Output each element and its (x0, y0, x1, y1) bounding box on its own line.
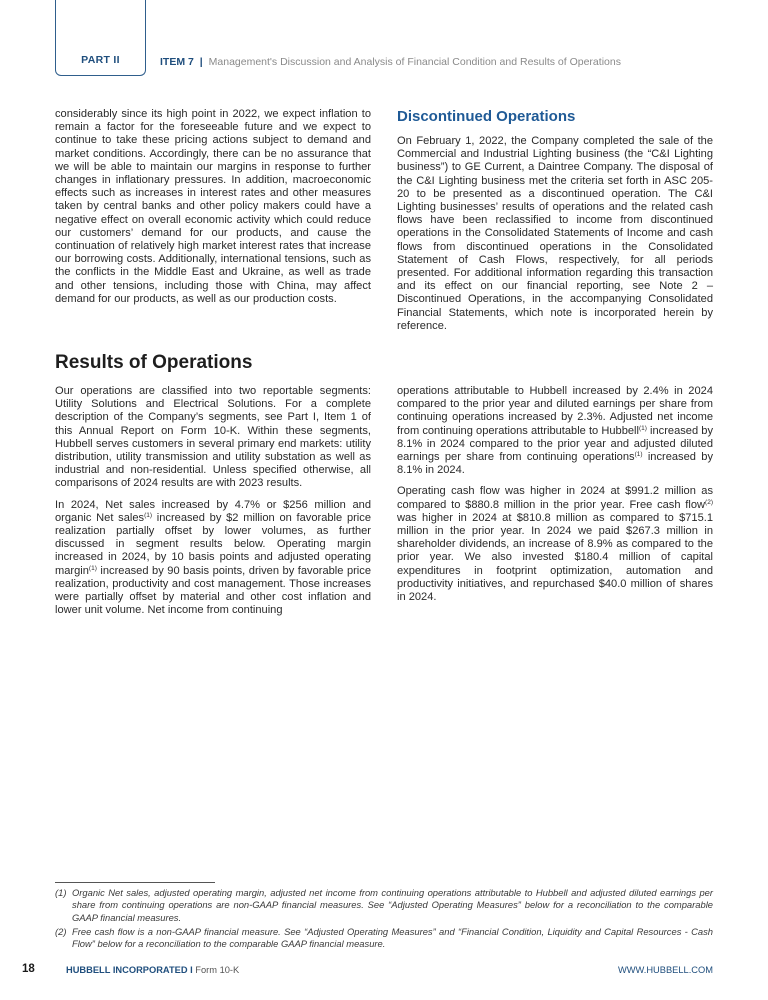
footnote-divider (55, 882, 215, 883)
discontinued-operations-section (397, 108, 713, 341)
inflation-paragraph: considerably since its high point in 2022, we expect inflation to remain a factor for the foreseeable future and we expect to continue to take these pricing actions subject to demand and market conditions. Accordingly, there can be no assurance that we will be able to maintain our margins in response to further changes in inflationary pressures. In addition, macroeconomic effects such as increases in interest rates and other measures taken by central banks and other policy makers could have a negative effect on overall economic activity which could reduce our customers’ demand for our products, and cause the continuation of relatively high market interest rates that increase our borrowing costs. Additionally, international tensions, such as the conflicts in the Middle East and Ukraine, as well as trade and other tensions, including those with China, may affect demand for our products, as well as our production costs. (55, 108, 371, 305)
footnote-ref[interactable]: (1) (634, 451, 643, 459)
footnote-text: Organic Net sales, adjusted operating margin, adjusted net income from continuing operations attributable to Hubbell and adjusted diluted earnings per share from continuing operations are non-GAAP financial measures. See “Adjusted Operating Measures” below for a reconciliation to the comparable GAAP financial measures. (72, 887, 713, 923)
footnotes (55, 887, 713, 952)
footnote-ref[interactable]: (1) (638, 424, 647, 432)
footnote-number: (2) (55, 925, 67, 937)
website-link[interactable]: WWW.HUBBELL.COM (617, 965, 713, 975)
results-paragraph-2a: In 2024, Net sales increased by 4.7% or $256 million and organic Net sales$^{(1)}$ increased by $2 million on favorable price realization partially offset by lower volumes, as further discussed in segment results below. Operating margin increased in 2024, by 10 basis points and adjusted operating margin$^{(1)}$ increased by 90 basis points, driven by favorable price realization, productivity and cost management. Those increases were partially offset by material and other cost inflation and lower unit volume. Net income from continuing (55, 498, 371, 617)
discontinued-operations-heading: Discontinued Operations (397, 108, 576, 125)
discontinued-operations-paragraph: On February 1, 2022, the Company completed the sale of the Commercial and Industrial Lighting business (the “C&I Lighting business”) to GE Current, a Daintree Company. The disposal of the C&I Lighting business met the criteria set forth in ASC 205-20 to be presented as a discontinued operation. The C&I Lighting businesses’ results of operations and the related cash flows have been reclassified to income from discontinued operations in the Consolidated Statements of Income and cash flows from discontinued operations in the Consolidated Statement of Cash Flows, respectively, for all periods presented. For additional information regarding this transaction and its effect on our financial reporting, see Note 2 – Discontinued Operations, in the accompanying Consolidated Financial Statements, which note is incorporated herein by reference. (397, 135, 713, 332)
footnote-text: Free cash flow is a non-GAAP financial measure. See “Adjusted Operating Measures” and “Financial Condition, Liquidity and Capital Resources - Cash Flow” below for a reconciliation to the comparable GAAP financial measure. (72, 925, 713, 950)
footnote-number: (1) (55, 887, 67, 898)
page-footer (0, 963, 768, 979)
footnote-ref[interactable]: (1) (88, 564, 97, 572)
item-number: ITEM 7 (160, 56, 194, 68)
item-title: Management's Discussion and Analysis of Financial Condition and Results of Operations (208, 56, 621, 68)
footnote-1 (55, 887, 713, 924)
page-number: 18 (22, 963, 35, 975)
results-left-column (55, 385, 371, 625)
results-of-operations-heading: Results of Operations (55, 352, 253, 373)
header-separator: | (199, 56, 203, 68)
results-paragraph-3: Operating cash flow was higher in 2024 at $991.2 million as compared to $880.8 million in the prior year. Free cash flow$^{(2)}$ was higher in 2024 at $810.8 million as compared to $715.1 million in the prior year. In 2024 we paid $267.3 million in shareholder dividends, an increase of 8.9% as compared to the prior year. We also invested $180.4 million of capital expenditures in footprint optimization, automation and productivity initiatives, and repurchased $40.0 million of shares in 2024. (397, 485, 713, 604)
company-name: HUBBELL INCORPORATED I Form 10-K (66, 965, 240, 975)
running-header (160, 56, 621, 68)
results-right-column (397, 385, 713, 612)
footnote-ref[interactable]: (2) (705, 498, 713, 506)
part-label: PART II (81, 54, 120, 66)
part-tab (55, 0, 146, 76)
form-label: Form 10-K (192, 965, 240, 975)
left-column-top (55, 108, 371, 314)
footnote-2 (55, 926, 713, 951)
results-paragraph-2b: operations attributable to Hubbell increased by 2.4% in 2024 compared to the prior year and diluted earnings per share from continuing operations increased by 2.3%. Adjusted net income from continuing operations attributable to Hubbell$^{(1)}$ increased by 8.1% in 2024 compared to the prior year and adjusted diluted earnings per share from continuing operations$^{(1)}$ increased by 8.1% in 2024. (397, 385, 713, 477)
results-paragraph-1: Our operations are classified into two reportable segments: Utility Solutions and Electrical Solutions. For a complete description of the Company’s segments, see Part I, Item 1 of this Annual Report on Form 10-K. Within these segments, Hubbell serves customers in several primary end markets: utility distribution, utility transmission and utility substation as well as industrial and non-residential. Unless specified otherwise, all comparisons of 2024 results are with 2023 results. (55, 385, 371, 490)
footnote-ref[interactable]: (1) (144, 511, 153, 519)
